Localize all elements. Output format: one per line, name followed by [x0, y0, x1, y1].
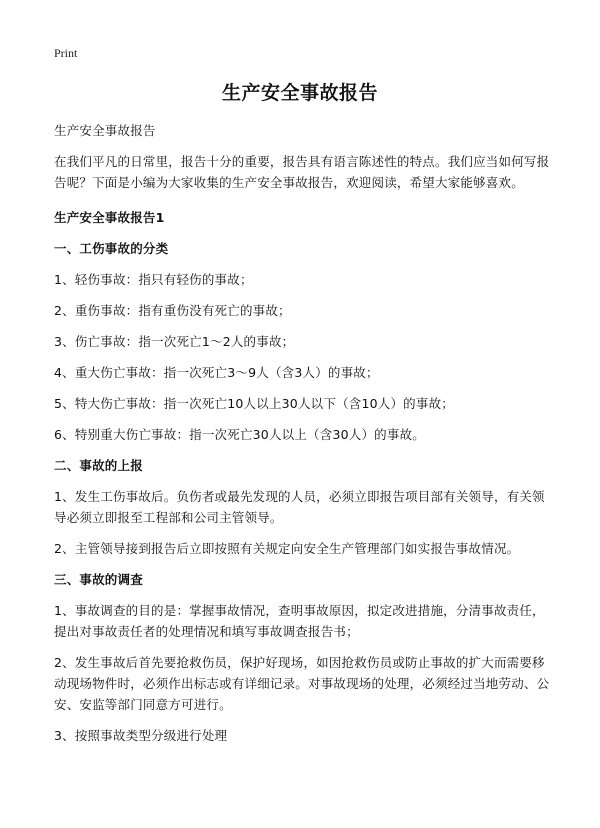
subtitle: 生产安全事故报告: [54, 123, 156, 138]
list-item: 5、特大伤亡事故：指一次死亡10人以上30人以下（含10人）的事故；: [54, 396, 454, 411]
list-item: 1、轻伤事故：指只有轻伤的事故；: [54, 272, 253, 287]
list-item: 6、特别重大伤亡事故：指一次死亡30人以上（含30人）的事故。: [54, 427, 425, 442]
list-item: 1、发生工伤事故后。负伤者或最先发现的人员，必须立即报告项目部有关领导，有关领导必须立即报至工程部和公司主管领导。: [54, 489, 545, 525]
list-item: 2、发生事故后首先要抢救伤员，保护好现场，如因抢救伤员或防止事故的扩大而需要移动现场物件时，必须作出标志或有详细记录。对事故现场的处理，必须经过当地劳动、公安、安监等部门同意方可进行。: [54, 655, 550, 712]
document-title: 生产安全事故报告: [221, 82, 378, 104]
section-heading: 三、事故的调查: [54, 572, 143, 587]
section-heading: 一、工伤事故的分类: [54, 241, 169, 256]
list-item: 4、重大伤亡事故：指一次死亡3～9人（含3人）的事故；: [54, 365, 379, 380]
print-label[interactable]: Print: [54, 46, 78, 60]
section-heading: 二、事故的上报: [54, 458, 143, 473]
list-item: 2、主管领导接到报告后立即按照有关规定向安全生产管理部门如实报告事故情况。: [54, 541, 520, 556]
list-item: 3、伤亡事故：指一次死亡1～2人的事故；: [54, 334, 295, 349]
list-item: 2、重伤事故：指有重伤没有死亡的事故；: [54, 303, 291, 318]
intro-paragraph: 在我们平凡的日常里，报告十分的重要，报告具有语言陈述性的特点。我们应当如何写报告呢？下面是小编为大家收集的生产安全事故报告，欢迎阅读，希望大家能够喜欢。: [54, 154, 550, 190]
list-item: 3、按照事故类型分级进行处理: [54, 728, 228, 743]
document-body: [54, 120, 550, 746]
report-heading: 生产安全事故报告1: [54, 210, 165, 225]
list-item: 1、事故调查的目的是：掌握事故情况，查明事故原因，拟定改进措施，分清事故责任，提出对事故责任者的处理情况和填写事故调查报告书；: [54, 603, 545, 639]
